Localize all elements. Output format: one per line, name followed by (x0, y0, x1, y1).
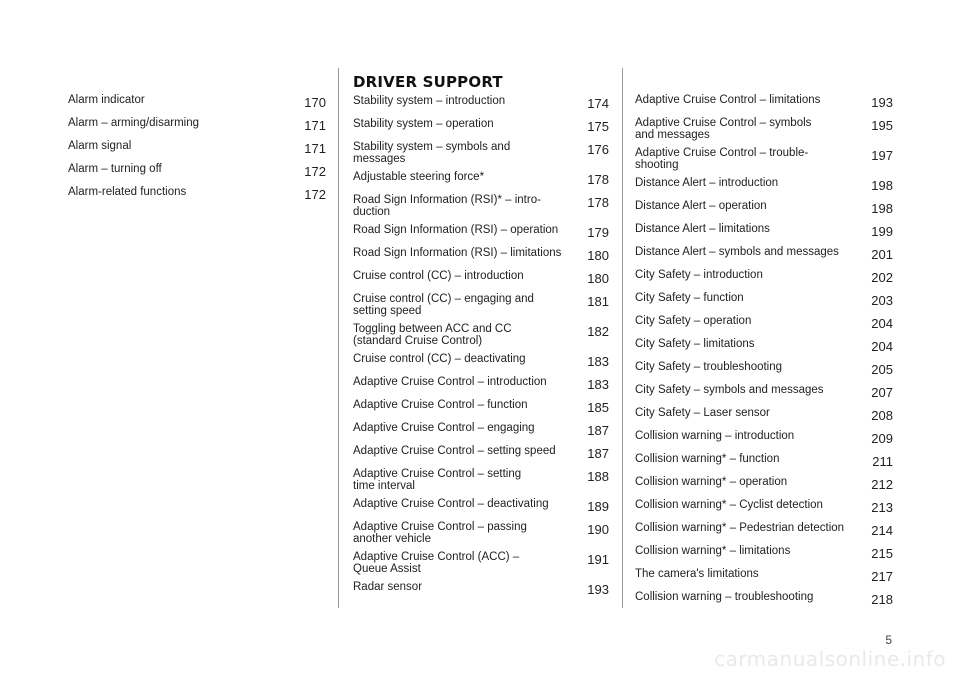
toc-entry-page: 170 (304, 95, 326, 110)
toc-entry-title: City Safety – troubleshooting (635, 361, 783, 373)
toc-entry-title: City Safety – operation (635, 315, 752, 327)
toc-entry-page: 187 (587, 446, 609, 461)
toc-entry-page: 211 (872, 454, 893, 469)
toc-entry-title: Adaptive Cruise Control – trouble- shooting (635, 147, 809, 171)
toc-entry-page: 212 (871, 477, 893, 492)
toc-entry[interactable] (353, 443, 609, 462)
toc-column-3 (635, 92, 893, 612)
toc-entry-title: The camera's limitations (635, 568, 759, 580)
toc-entry[interactable] (635, 244, 893, 263)
toc-entry-page: 171 (304, 118, 326, 133)
toc-entry[interactable] (68, 184, 326, 203)
toc-entry[interactable] (635, 336, 893, 355)
toc-entry[interactable] (635, 267, 893, 286)
toc-entry[interactable] (353, 579, 609, 598)
toc-entry[interactable] (635, 313, 893, 332)
toc-entry-page: 207 (871, 385, 893, 400)
toc-entry[interactable] (635, 198, 893, 217)
toc-entry[interactable] (353, 245, 609, 264)
toc-entry[interactable] (635, 175, 893, 194)
toc-column-1 (68, 92, 326, 207)
toc-entry[interactable] (635, 451, 893, 470)
toc-entry[interactable] (353, 321, 609, 347)
toc-entry[interactable] (635, 543, 893, 562)
toc-entry-title: Road Sign Information (RSI) – operation (353, 224, 559, 236)
toc-entry-title: Road Sign Information (RSI) – limitations (353, 247, 562, 259)
toc-entry-title: City Safety – limitations (635, 338, 755, 350)
toc-entry-title: Alarm signal (68, 140, 132, 152)
toc-entry-page: 202 (871, 270, 893, 285)
toc-entry-title: Adaptive Cruise Control – limitations (635, 94, 821, 106)
toc-entry[interactable] (635, 221, 893, 240)
toc-entry-title: Cruise control (CC) – deactivating (353, 353, 526, 365)
toc-entry[interactable] (635, 290, 893, 309)
toc-entry-page: 180 (587, 271, 609, 286)
toc-column-2 (353, 72, 609, 602)
toc-entry[interactable] (353, 93, 609, 112)
toc-entry-title: Adaptive Cruise Control – setting speed (353, 445, 556, 457)
toc-entry[interactable] (635, 474, 893, 493)
toc-entry[interactable] (353, 420, 609, 439)
toc-entry[interactable] (353, 169, 609, 188)
watermark: carmanualsonline.info (714, 647, 946, 671)
toc-entry-title: Collision warning* – operation (635, 476, 788, 488)
toc-entry[interactable] (353, 496, 609, 515)
toc-entry-title: Alarm – arming/disarming (68, 117, 200, 129)
toc-entry-page: 171 (304, 141, 326, 156)
toc-entry[interactable] (635, 382, 893, 401)
toc-entry[interactable] (353, 466, 609, 492)
toc-entry-title: Stability system – symbols and messages (353, 141, 511, 165)
toc-entry-page: 205 (871, 362, 893, 377)
page-number: 5 (885, 633, 892, 647)
toc-entry[interactable] (353, 222, 609, 241)
toc-entry-page: 183 (587, 354, 609, 369)
toc-entry[interactable] (635, 497, 893, 516)
toc-entry-title: Stability system – introduction (353, 95, 506, 107)
toc-entry-title: Adaptive Cruise Control – function (353, 399, 528, 411)
toc-entry[interactable] (635, 92, 893, 111)
toc-entry-title: Adjustable steering force* (353, 171, 485, 183)
toc-entry-page: 182 (587, 324, 609, 339)
toc-entry-page: 174 (587, 96, 609, 111)
toc-entry-page: 195 (871, 118, 893, 133)
toc-entry-title: Radar sensor (353, 581, 423, 593)
toc-entry-page: 198 (871, 201, 893, 216)
toc-entry-page: 218 (871, 592, 893, 607)
toc-entry[interactable] (68, 92, 326, 111)
toc-entry-title: Adaptive Cruise Control – setting time interval (353, 468, 522, 492)
toc-entry-title: Alarm – turning off (68, 163, 162, 175)
toc-entry-title: Collision warning* – Pedestrian detection (635, 522, 845, 534)
toc-entry-page: 179 (587, 225, 609, 240)
toc-entry-page: 193 (587, 582, 609, 597)
toc-entry[interactable] (353, 291, 609, 317)
toc-entry-title: Distance Alert – operation (635, 200, 767, 212)
toc-entry-title: Toggling between ACC and CC (standard Cruise Control) (353, 323, 512, 347)
toc-entry[interactable] (68, 138, 326, 157)
toc-entry-title: City Safety – function (635, 292, 744, 304)
toc-entry-page: 190 (587, 522, 609, 537)
toc-entry[interactable] (635, 359, 893, 378)
toc-entry-title: Adaptive Cruise Control – engaging (353, 422, 535, 434)
toc-entry-title: Cruise control (CC) – introduction (353, 270, 524, 282)
toc-entry-page: 203 (871, 293, 893, 308)
toc-entry[interactable] (353, 139, 609, 165)
toc-entry-title: Road Sign Information (RSI)* – intro- duction (353, 194, 541, 218)
column-divider-2 (622, 68, 623, 608)
toc-entry-title: Collision warning – troubleshooting (635, 591, 814, 603)
toc-entry[interactable] (635, 145, 893, 171)
section-title: DRIVER SUPPORT (353, 73, 503, 91)
toc-entry-title: Stability system – operation (353, 118, 494, 130)
toc-entry[interactable] (635, 405, 893, 424)
toc-entry-page: 204 (871, 339, 893, 354)
toc-entry[interactable] (635, 428, 893, 447)
toc-entry-title: Cruise control (CC) – engaging and setting speed (353, 293, 534, 317)
toc-entry[interactable] (353, 351, 609, 370)
toc-entry-title: Collision warning – introduction (635, 430, 795, 442)
toc-entry[interactable] (353, 397, 609, 416)
toc-entry-title: Adaptive Cruise Control – deactivating (353, 498, 549, 510)
toc-entry-title: City Safety – Laser sensor (635, 407, 770, 419)
toc-entry-title: Distance Alert – introduction (635, 177, 779, 189)
toc-entry-page: 198 (871, 178, 893, 193)
toc-entry-title: City Safety – symbols and messages (635, 384, 824, 396)
toc-entry-page: 172 (304, 164, 326, 179)
toc-entry-page: 178 (587, 172, 609, 187)
toc-entry-title: Adaptive Cruise Control – symbols and messages (635, 117, 812, 141)
toc-entry-page: 180 (587, 248, 609, 263)
toc-entry-page: 214 (871, 523, 893, 538)
toc-entry-page: 185 (587, 400, 609, 415)
toc-entry-page: 209 (871, 431, 893, 446)
toc-entry-page: 175 (587, 119, 609, 134)
toc-entry[interactable] (68, 161, 326, 180)
toc-entry-page: 201 (871, 247, 893, 262)
toc-entry[interactable] (635, 115, 893, 141)
toc-entry-page: 208 (871, 408, 893, 423)
toc-entry-title: Adaptive Cruise Control – introduction (353, 376, 547, 388)
toc-entry[interactable] (635, 566, 893, 585)
toc-entry-title: Adaptive Cruise Control (ACC) – Queue Assist (353, 551, 520, 575)
toc-entry[interactable] (353, 116, 609, 135)
toc-entry-page: 188 (587, 469, 609, 484)
toc-entry-title: Alarm indicator (68, 94, 145, 106)
toc-entry-page: 183 (587, 377, 609, 392)
toc-entry-title: Adaptive Cruise Control – passing another vehicle (353, 521, 527, 545)
toc-entry-page: 215 (871, 546, 893, 561)
toc-entry-page: 187 (587, 423, 609, 438)
toc-entry-title: Distance Alert – symbols and messages (635, 246, 839, 258)
toc-entry-title: Alarm-related functions (68, 186, 187, 198)
toc-entry-page: 193 (871, 95, 893, 110)
toc-entry[interactable] (353, 374, 609, 393)
toc-entry[interactable] (353, 519, 609, 545)
toc-entry-title: Collision warning* – function (635, 453, 780, 465)
toc-entry-page: 213 (871, 500, 893, 515)
toc-entry[interactable] (68, 115, 326, 134)
toc-entry[interactable] (353, 268, 609, 287)
toc-entry-title: Collision warning* – limitations (635, 545, 791, 557)
toc-entry-title: City Safety – introduction (635, 269, 763, 281)
toc-entry-title: Distance Alert – limitations (635, 223, 770, 235)
toc-entry[interactable] (635, 520, 893, 539)
toc-entry-page: 204 (871, 316, 893, 331)
toc-entry-page: 178 (587, 195, 609, 210)
toc-entry-page: 181 (587, 294, 609, 309)
toc-entry-page: 199 (871, 224, 893, 239)
toc-entry-page: 172 (304, 187, 326, 202)
toc-entry-page: 191 (587, 552, 609, 567)
toc-entry-page: 197 (871, 148, 893, 163)
toc-entry[interactable] (353, 549, 609, 575)
column-divider-1 (338, 68, 339, 608)
toc-entry-title: Collision warning* – Cyclist detection (635, 499, 823, 511)
toc-entry-page: 189 (587, 499, 609, 514)
toc-entry[interactable] (635, 589, 893, 608)
toc-entry[interactable] (353, 192, 609, 218)
toc-entry-page: 217 (871, 569, 893, 584)
toc-entry-page: 176 (587, 142, 609, 157)
